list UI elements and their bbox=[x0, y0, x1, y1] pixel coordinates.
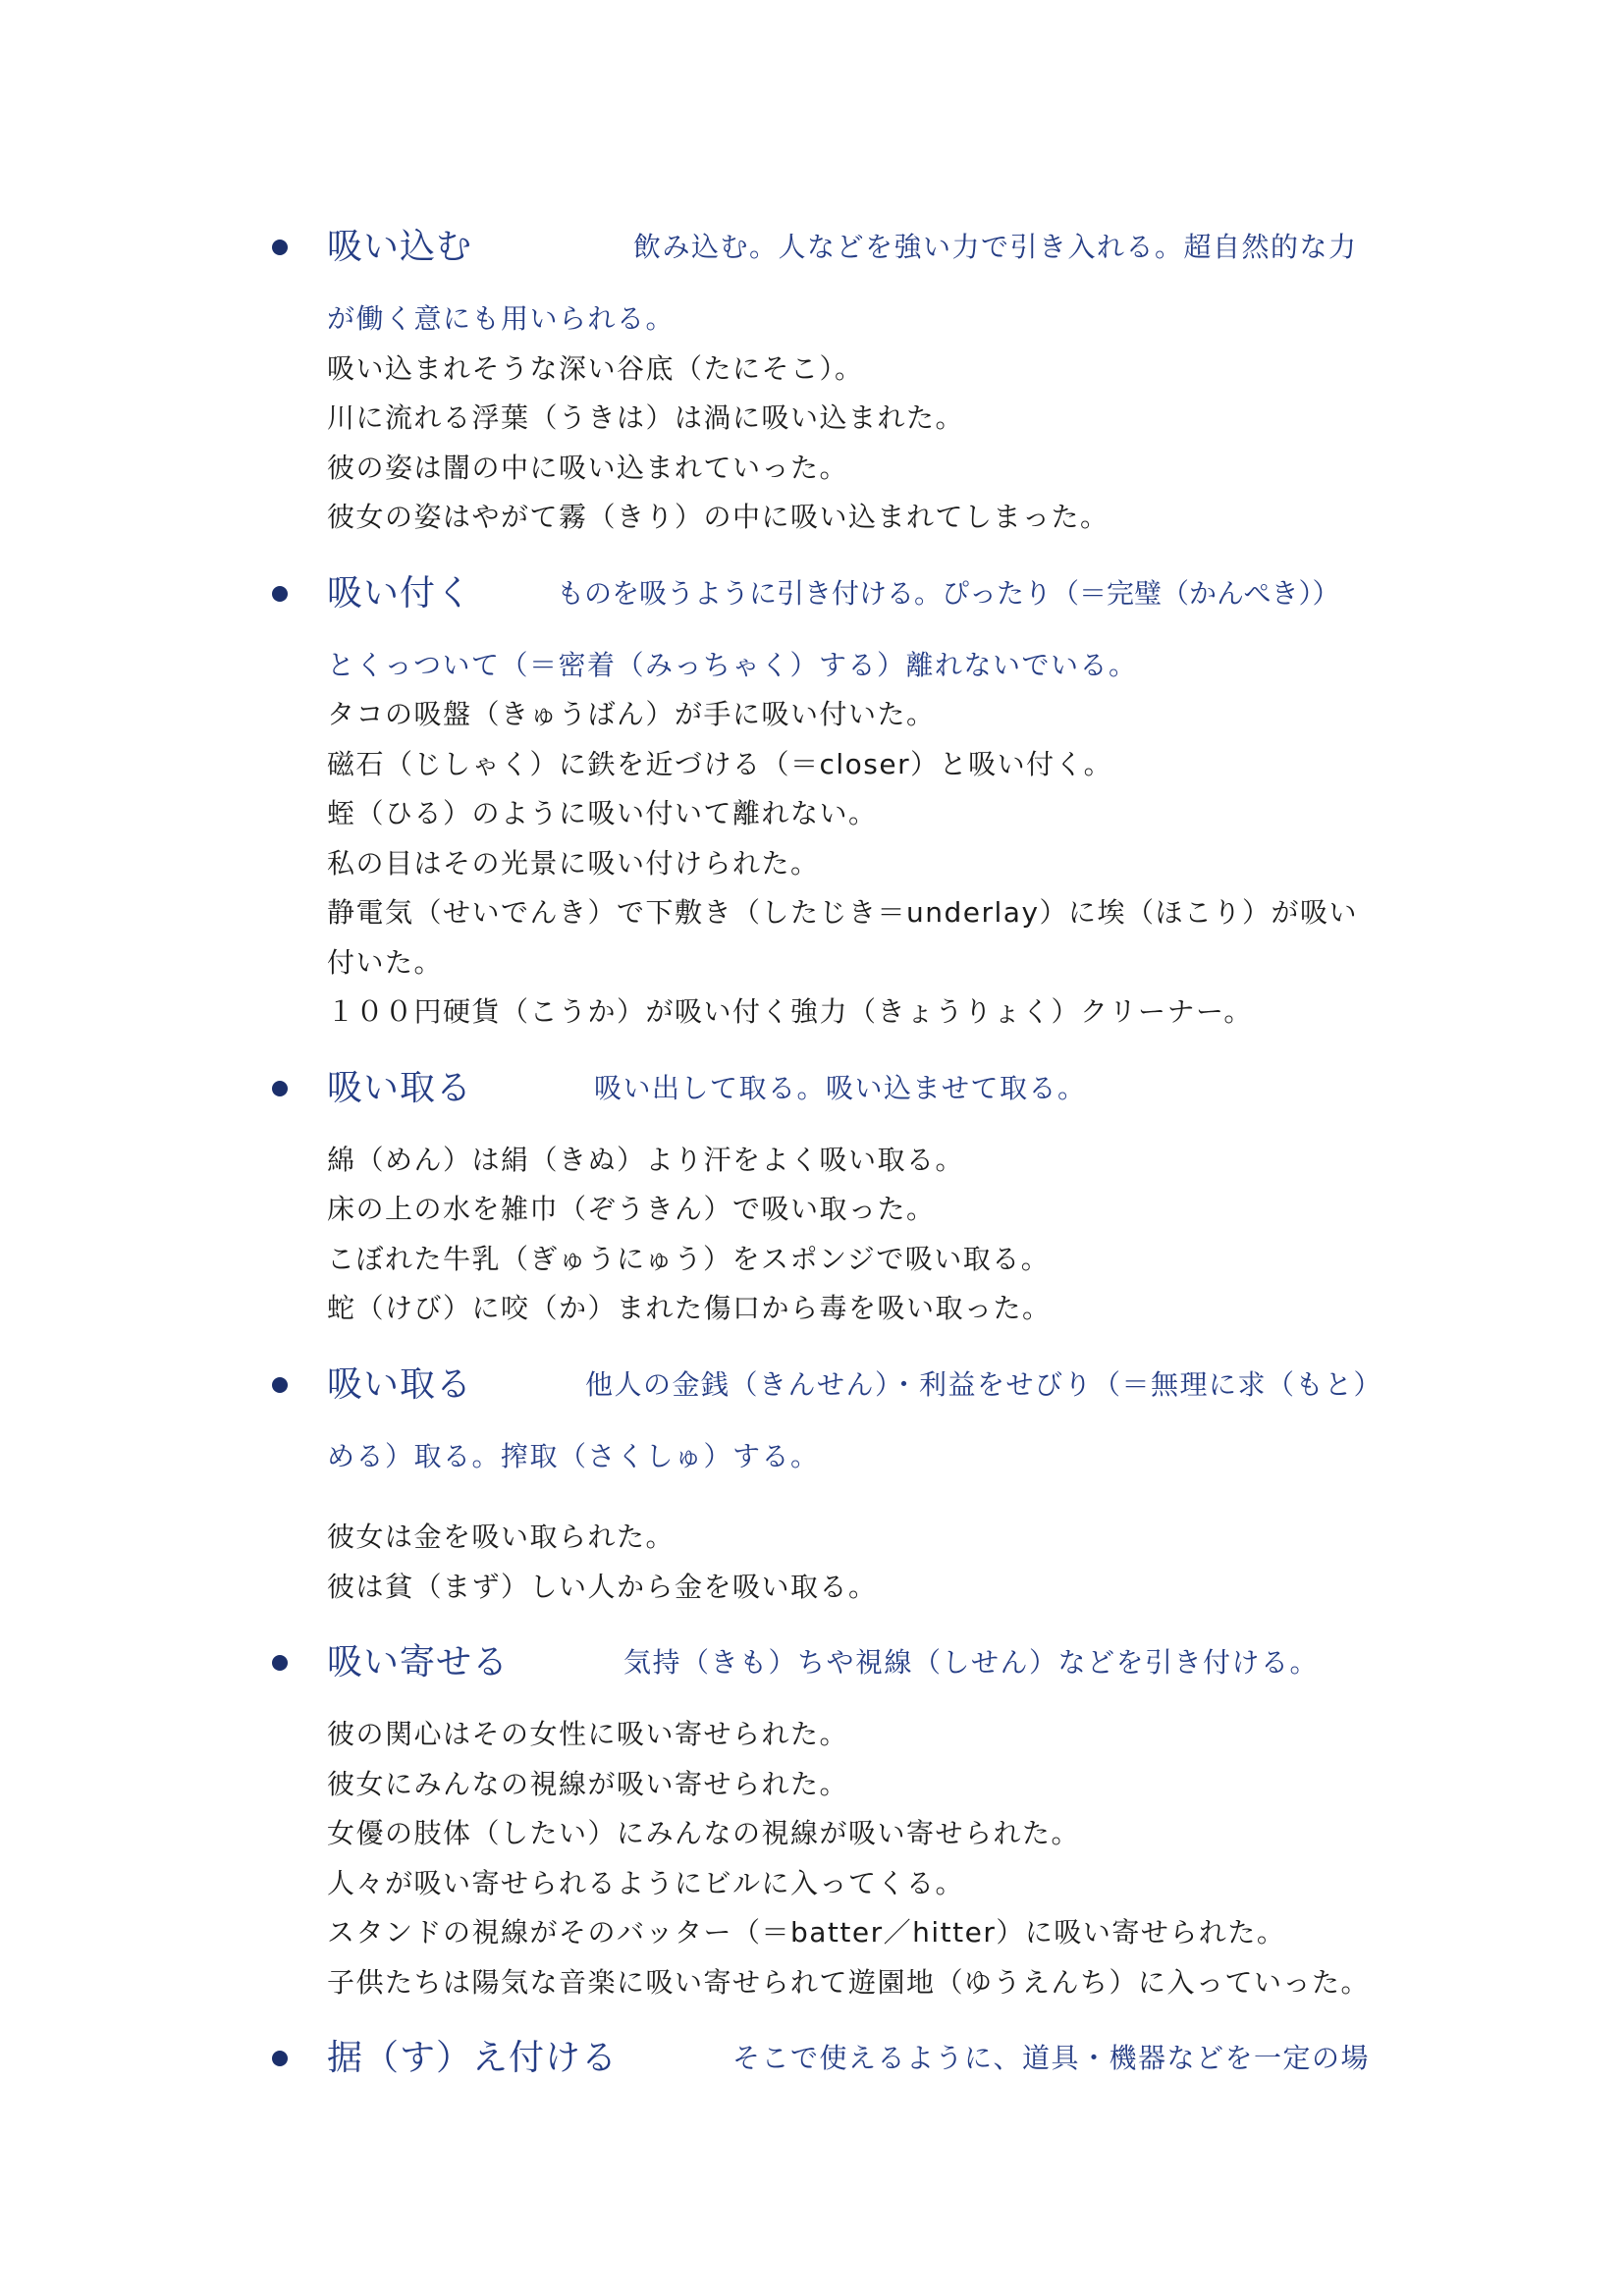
example-sentence: 吸い込まれそうな深い谷底（たにそこ）。 bbox=[327, 351, 864, 385]
example-sentence: 川に流れる浮葉（うきは）は渦に吸い込まれた。 bbox=[327, 401, 965, 434]
entry-heading-row bbox=[0, 1633, 1624, 1692]
entry-definition: 気持（きも）ちや視線（しせん）などを引き付ける。 bbox=[623, 1646, 1320, 1679]
entry-definition-continued: が働く意にも用いられる。 bbox=[327, 302, 676, 335]
example-sentence: スタンドの視線がそのバッター（＝batter／hitter）に吸い寄せられた。 bbox=[327, 1916, 1286, 1949]
example-sentence: 彼は貧（まず）しい人から金を吸い取る。 bbox=[327, 1570, 878, 1603]
bullet-icon bbox=[272, 1081, 288, 1096]
example-sentence bbox=[0, 888, 1624, 988]
entry-heading-row bbox=[0, 1356, 1624, 1415]
example-sentence: タコの吸盤（きゅうばん）が手に吸い付いた。 bbox=[327, 698, 936, 730]
example-sentence: 彼の姿は闇の中に吸い込まれていった。 bbox=[327, 451, 849, 484]
example-sentence-line: 静電気（せいでんき）で下敷き（したじき＝underlay）に埃（ほこり）が吸い bbox=[327, 896, 1359, 929]
entry-term: 吸い付く bbox=[327, 572, 473, 614]
vocabulary-list bbox=[0, 218, 1624, 2109]
entry-heading-row bbox=[0, 218, 1624, 277]
entry bbox=[0, 1059, 1624, 1334]
entry-definition: そこで使えるように、道具・機器などを一定の場 bbox=[732, 2042, 1371, 2074]
example-sentence: 私の目はその光景に吸い付けられた。 bbox=[327, 846, 820, 880]
example-sentence: 彼の関心はその女性に吸い寄せられた。 bbox=[327, 1718, 849, 1750]
entry-term: 吸い取る bbox=[327, 1363, 473, 1405]
entry bbox=[0, 1356, 1624, 1613]
example-sentence: 女優の肢体（したい）にみんなの視線が吸い寄せられた。 bbox=[327, 1817, 1081, 1849]
example-sentence-line: 付いた。 bbox=[327, 945, 444, 979]
entry-heading-row bbox=[0, 2029, 1624, 2088]
bullet-icon bbox=[272, 586, 288, 602]
example-sentence: 彼女は金を吸い取られた。 bbox=[327, 1521, 676, 1553]
example-sentence: 綿（めん）は絹（きぬ）より汗をよく吸い取る。 bbox=[327, 1143, 965, 1176]
entry-definition: 吸い出して取る。吸い込ませて取る。 bbox=[594, 1071, 1087, 1104]
entry-definition-continued: とくっついて（＝密着（みっちゃく）する）離れないでいる。 bbox=[327, 648, 1138, 681]
entry bbox=[0, 218, 1624, 543]
entry-definition: ものを吸うように引き付ける。ぴったり（＝完璧（かんぺき）） bbox=[557, 576, 1340, 610]
entry-definition: 他人の金銭（きんせん）・利益をせびり（＝無理に求（もと） bbox=[585, 1367, 1383, 1401]
bullet-icon bbox=[272, 240, 288, 255]
example-sentence: 蛇（けび）に咬（か）まれた傷口から毒を吸い取った。 bbox=[327, 1292, 1052, 1324]
entry-heading-row bbox=[0, 564, 1624, 623]
entry-term: 吸い込む bbox=[327, 227, 473, 267]
example-sentence: １００円硬貨（こうか）が吸い付く強力（きょうりょく）クリーナー。 bbox=[327, 995, 1253, 1028]
entry-definition: 飲み込む。人などを強い力で引き入れる。超自然的な力 bbox=[633, 231, 1358, 263]
example-sentence: 彼女にみんなの視線が吸い寄せられた。 bbox=[327, 1767, 849, 1800]
entry-definition-continued: める）取る。搾取（さくしゅ）する。 bbox=[327, 1439, 820, 1472]
example-sentence: 彼女の姿はやがて霧（きり）の中に吸い込まれてしまった。 bbox=[327, 501, 1110, 533]
example-sentence: 蛭（ひる）のように吸い付いて離れない。 bbox=[327, 797, 878, 829]
bullet-icon bbox=[272, 1655, 288, 1671]
example-sentence: 磁石（じしゃく）に鉄を近づける（＝closer）と吸い付く。 bbox=[327, 747, 1113, 780]
bullet-icon bbox=[272, 1377, 288, 1393]
entry-term: 据（す）え付ける bbox=[327, 2038, 619, 2078]
example-sentence: 床の上の水を雑巾（ぞうきん）で吸い取った。 bbox=[327, 1193, 936, 1225]
example-sentence: こぼれた牛乳（ぎゅうにゅう）をスポンジで吸い取る。 bbox=[327, 1242, 1051, 1275]
entry-term: 吸い寄せる bbox=[327, 1642, 510, 1682]
entry bbox=[0, 1633, 1624, 2007]
entry-term: 吸い取る bbox=[327, 1067, 473, 1108]
example-sentence: 子供たちは陽気な音楽に吸い寄せられて遊園地（ゆうえんち）に入っていった。 bbox=[327, 1965, 1371, 1999]
entry bbox=[0, 564, 1624, 1038]
entry bbox=[0, 2029, 1624, 2088]
bullet-icon bbox=[272, 2051, 288, 2066]
example-sentence: 人々が吸い寄せられるようにビルに入ってくる。 bbox=[327, 1866, 965, 1899]
entry-heading-row bbox=[0, 1059, 1624, 1118]
